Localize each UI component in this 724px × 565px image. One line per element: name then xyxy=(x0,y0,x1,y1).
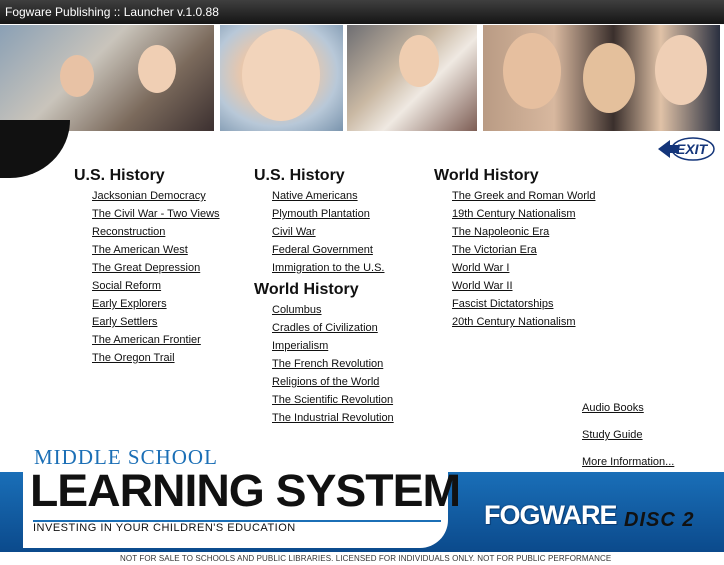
header-photo-group xyxy=(483,25,720,131)
topic-link[interactable]: Jacksonian Democracy xyxy=(92,190,206,202)
topic-link[interactable]: The Victorian Era xyxy=(452,244,537,256)
link-list-world-history xyxy=(272,301,394,427)
header-photo-girl-books xyxy=(347,25,477,131)
link-list-world-history xyxy=(452,187,595,331)
topic-link[interactable]: 20th Century Nationalism xyxy=(452,316,576,328)
topic-link[interactable]: Native Americans xyxy=(272,190,358,202)
section-heading-us-history: U.S. History xyxy=(74,167,165,184)
topic-link[interactable]: Federal Government xyxy=(272,244,373,256)
topic-link[interactable]: Imperialism xyxy=(272,340,329,352)
topic-link[interactable]: The French Revolution xyxy=(272,358,384,370)
topic-link[interactable]: Plymouth Plantation xyxy=(272,208,370,220)
topic-link[interactable]: Early Settlers xyxy=(92,316,158,328)
resource-links xyxy=(582,399,674,480)
section-heading-world-history: World History xyxy=(434,167,539,184)
topic-link[interactable]: The Civil War - Two Views xyxy=(92,208,220,220)
audio-books-link[interactable]: Audio Books xyxy=(582,402,644,414)
topic-column-1 xyxy=(74,166,220,367)
topic-link[interactable]: Civil War xyxy=(272,226,316,238)
topic-link[interactable]: Columbus xyxy=(272,304,322,316)
fogware-logo: FOGWARE xyxy=(484,500,617,530)
topic-column-2 xyxy=(254,166,394,427)
topic-link[interactable]: The Scientific Revolution xyxy=(272,394,394,406)
topic-link[interactable]: World War II xyxy=(452,280,513,292)
product-tagline: INVESTING IN YOUR CHILDREN'S EDUCATION xyxy=(33,522,296,534)
topic-link[interactable]: Social Reform xyxy=(92,280,162,292)
link-list-us-history xyxy=(92,187,220,367)
topic-link[interactable]: Fascist Dictatorships xyxy=(452,298,554,310)
product-subtitle: MIDDLE SCHOOL xyxy=(34,445,218,469)
exit-button[interactable] xyxy=(657,136,715,162)
header-photo-students xyxy=(0,25,214,131)
topic-link[interactable]: Early Explorers xyxy=(92,298,167,310)
topic-link[interactable]: Cradles of Civilization xyxy=(272,322,378,334)
topic-link[interactable]: The Oregon Trail xyxy=(92,352,175,364)
disc-label: DISC 2 xyxy=(624,509,695,531)
header-photo-strip xyxy=(0,24,724,132)
topic-link[interactable]: The Greek and Roman World xyxy=(452,190,596,202)
topic-link[interactable]: The American West xyxy=(92,244,188,256)
decorative-corner-curve xyxy=(0,120,70,178)
topic-link[interactable]: Religions of the World xyxy=(272,376,380,388)
study-guide-link[interactable]: Study Guide xyxy=(582,429,643,441)
topic-column-3 xyxy=(434,166,595,331)
topic-link[interactable]: The Industrial Revolution xyxy=(272,412,394,424)
section-heading-world-history: World History xyxy=(254,281,359,298)
topic-link[interactable]: The Great Depression xyxy=(92,262,201,274)
header-photo-boy xyxy=(220,25,343,131)
topic-link[interactable]: The Napoleonic Era xyxy=(452,226,550,238)
topic-link[interactable]: Reconstruction xyxy=(92,226,166,238)
topic-link[interactable]: Immigration to the U.S. xyxy=(272,262,385,274)
topic-link[interactable]: World War I xyxy=(452,262,510,274)
product-title: LEARNING SYSTEM xyxy=(30,465,461,516)
link-list-us-history xyxy=(272,187,394,277)
topic-link[interactable]: 19th Century Nationalism xyxy=(452,208,576,220)
topic-link[interactable]: The American Frontier xyxy=(92,334,201,346)
more-information-link[interactable]: More Information... xyxy=(582,456,675,468)
exit-label: EXIT xyxy=(676,141,708,157)
window-title: Fogware Publishing :: Launcher v.1.0.88 xyxy=(5,5,219,19)
section-heading-us-history: U.S. History xyxy=(254,167,345,184)
window-titlebar[interactable] xyxy=(0,0,724,24)
license-notice: NOT FOR SALE TO SCHOOLS AND PUBLIC LIBRARIES. LICENSED FOR INDIVIDUALS ONLY. NOT FOR PUBLIC PERFORMANCE xyxy=(120,554,612,563)
